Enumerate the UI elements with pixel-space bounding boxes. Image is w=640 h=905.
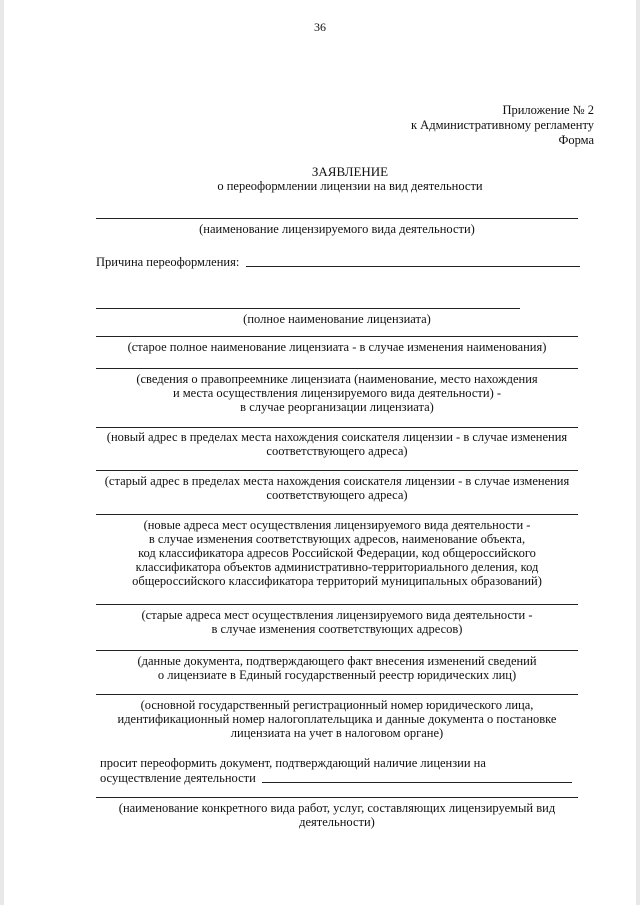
form-title: ЗАЯВЛЕНИЕ (311, 164, 389, 179)
reason-label: Причина переоформления: (96, 255, 240, 269)
old-name-field[interactable] (96, 336, 578, 337)
specific-activity-field[interactable] (96, 797, 578, 798)
form-subtitle: о переоформлении лицензии на вид деятельности (217, 179, 483, 193)
request-line-1: просит переоформить документ, подтверждающий наличие лицензии на (100, 756, 486, 770)
activity-type-field[interactable] (96, 218, 578, 219)
registry-document-caption-2: о лицензиате в Единый государственный реестр юридических лиц) (157, 668, 517, 682)
old-name-caption: (старое полное наименование лицензиата - в случае изменения наименования) (127, 340, 547, 354)
registry-document-field[interactable] (96, 650, 578, 651)
successor-caption-2: и места осуществления лицензируемого вида деятельности) - (172, 386, 502, 400)
new-address-caption-1: (новый адрес в пределах места нахождения соискателя лицензии - в случае изменения (106, 430, 568, 444)
new-activity-addresses-caption-4: классификатора объектов административно-территориального деления, код (135, 560, 539, 574)
scan-edge-right (636, 0, 640, 905)
full-name-field[interactable] (96, 308, 520, 309)
new-activity-addresses-caption-2: в случае изменения соответствующих адресов, наименование объекта, (148, 532, 526, 546)
full-name-caption: (полное наименование лицензиата) (243, 312, 431, 326)
successor-caption-1: (сведения о правопреемнике лицензиата (наименование, место нахождения (136, 372, 538, 386)
successor-caption-3: в случае реорганизации лицензиата) (240, 400, 434, 414)
specific-activity-caption-1: (наименование конкретного вида работ, услуг, составляющих лицензируемый вид (118, 801, 556, 815)
old-address-caption-1: (старый адрес в пределах места нахождения соискателя лицензии - в случае изменения (104, 474, 570, 488)
new-activity-addresses-caption-3: код классификатора адресов Российской Федерации, код общероссийского (138, 546, 536, 560)
new-activity-addresses-caption-5: общероссийского классификатора территорий муниципальных образований) (132, 574, 542, 588)
new-activity-addresses-field[interactable] (96, 514, 578, 515)
ogrn-caption-3: лицензиата на учет в налоговом органе) (230, 726, 444, 740)
new-activity-addresses-caption-1: (новые адреса мест осуществления лицензируемого вида деятельности - (143, 518, 531, 532)
successor-field[interactable] (96, 368, 578, 369)
page-number: 36 (314, 20, 326, 34)
old-address-field[interactable] (96, 470, 578, 471)
appendix-line-3: Форма (558, 133, 594, 147)
old-address-caption-2: соответствующего адреса) (266, 488, 408, 502)
ogrn-caption-2: идентификационный номер налогоплательщика и данные документа о постановке (117, 712, 557, 726)
ogrn-caption-1: (основной государственный регистрационный номер юридического лица, (140, 698, 534, 712)
new-address-field[interactable] (96, 427, 578, 428)
old-activity-addresses-field[interactable] (96, 604, 578, 605)
old-activity-addresses-caption-1: (старые адреса мест осуществления лицензируемого вида деятельности - (141, 608, 533, 622)
request-activity-field[interactable] (262, 782, 572, 783)
new-address-caption-2: соответствующего адреса) (266, 444, 408, 458)
registry-document-caption-1: (данные документа, подтверждающего факт внесения изменений сведений (137, 654, 537, 668)
reason-field[interactable] (246, 266, 580, 267)
appendix-line-1: Приложение № 2 (502, 103, 594, 117)
appendix-line-2: к Административному регламенту (410, 118, 594, 132)
activity-type-caption: (наименование лицензируемого вида деятельности) (199, 222, 475, 236)
ogrn-field[interactable] (96, 694, 578, 695)
scan-edge-left (0, 0, 4, 905)
specific-activity-caption-2: деятельности) (299, 815, 375, 829)
old-activity-addresses-caption-2: в случае изменения соответствующих адресов) (211, 622, 463, 636)
request-line-2: осуществление деятельности (100, 771, 256, 785)
